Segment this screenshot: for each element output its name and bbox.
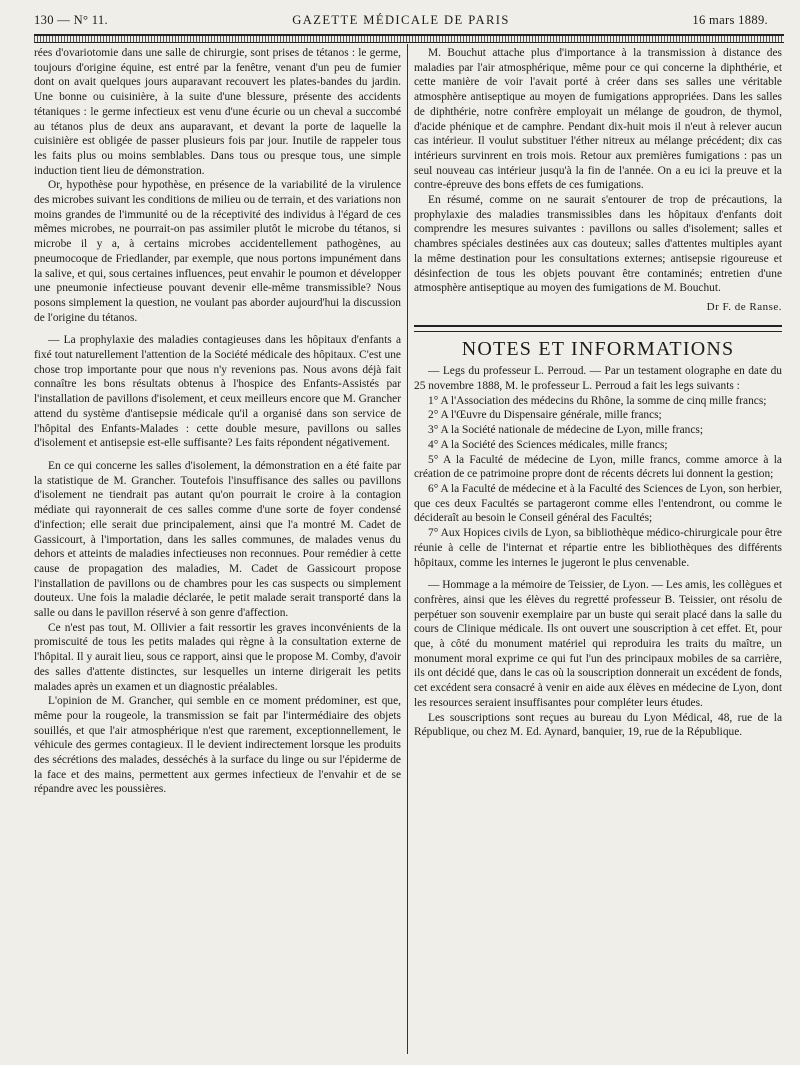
legs-item: 2° A l'Œuvre du Dispensaire générale, mille francs; <box>428 409 662 422</box>
legs-item: 4° A la Société des Sciences médicales, mille francs; <box>428 438 668 451</box>
souscriptions-paragraph: Les souscriptions sont reçues au bureau du Lyon Médical, 48, rue de la République, ou chez M. Ed. Aynard, banquier, 19, rue de la République. <box>414 711 782 739</box>
journal-title: GAZETTE MÉDICALE DE PARIS <box>292 13 510 27</box>
legs-intro: — Legs du professeur L. Perroud. — Par un testament olographe en date du 25 novembre 1888, M. le professeur L. Perroud a fait les legs suivants : <box>414 365 782 393</box>
signature: Dr F. de Ranse. <box>706 300 782 313</box>
header-rule <box>34 34 784 43</box>
paragraph: rées d'ovariotomie dans une salle de chirurgie, sont prises de tétanos : le germe, toujours d'origine équine, est entré par la fenêtre, venant d'un peu de fumier dont on avait quelques jours auparavant recouvert les plates-bandes du jardin. Une bonne ou cuisinière, à la suite d'une blessure, présente des accidents tétaniques : le germe infectieux est venu d'une écurie ou un cheval a succombé au tétanos plus de deux ans auparavant, et devant la porte de laquelle la cuisinière est obligée de passer plusieurs fois par jour. Inutile de rappeler tous les faits plus ou moins semblables. Dans tous ou presque tous, une simple induction tient lieu de démonstration. <box>34 47 401 177</box>
paragraph: L'opinion de M. Grancher, qui semble en ce moment prédominer, est que, même pour la rougeole, la transmission se fait par l'intermédiaire des objets souillés, et que l'air atmosphérique n'est que rarement, exceptionnellement, le véhicule des germes contagieux. Il le devient indirectement lorsque les produits des sécrétions des malades, desséchés à la surface du linge ou sur l'épiderme de la face et des mains, permettent aux germes infectieux de l'envahir et de se répandre avec les poussières. <box>34 695 401 796</box>
page-header <box>34 13 768 33</box>
legs-item: 5° A la Faculté de médecine de Lyon, mille francs, comme amorce à la création de ce patrimoine propre dont de récents décrets lui donnent la gestion; <box>414 453 782 481</box>
paragraph: Or, hypothèse pour hypothèse, en présence de la variabilité de la virulence des microbes suivant les conditions de milieu ou de terrain, et des variations non moins grandes de l'immunité ou de la réceptivité des individus à l'égard de ces mêmes microbes, ne pourrait-on pas assimiler plutôt le microbe du tétanos, si microbe il y a, à certains microbes accidentellement pathogènes, au pneumocoque de Friedlander, par exemple, que nous portons impunément dans la salive, et qui, sous certaines influences, peut envahir le poumon et développer une pneumonie infectieuse pouvant devenir elle-même transmissible? Nous posons simplement la question, ne voulant pas aborder aujourd'hui la discussion de l'origine du tétanos. <box>34 179 401 324</box>
paragraph: En ce qui concerne les salles d'isolement, la démonstration en a été faite par la statistique de M. Grancher. Toutefois l'insuffisance des salles ou pavillons d'isolement ne tiendrait pas autant qu'on pourrait le croire à la contagion médiate qui rayonnerait de ces salles comme d'une sorte de foyer condensé d'infection; elle serait due principalement, ainsi que l'a montré M. Cadet de Gassicourt, à l'importation, dans les salles communes, de malades venus du dehors et atteints de maladies infectieuses non reconnues. Pour remédier à cette cause de propagation des maladies, M. Cadet de Gassicourt propose l'installation de pavillons ou de chambres pour les cas suspects ou simplement douteux. Une fois la maladie déclarée, le petit malade serait transporté dans la salle ou dans le pavillon réservé à son genre d'affection. <box>34 459 401 620</box>
paragraph: — La prophylaxie des maladies contagieuses dans les hôpitaux d'enfants a fixé tout naturellement l'attention de la Société médicale des hôpitaux. C'est une chose trop importante pour que nous n'y revenions pas. Nous avons déjà fait connaître les bons résultats obtenus à l'hospice des Enfants-Assistés par l'installation de pavillons d'isolement, et ceux meilleurs encore que M. Grancher attend du système d'antisepsie médicale qu'il a organisé dans son service de l'hôpital des Enfants-Malades : cette double mesure, pavillons ou salles d'isolement et antisepsie est-elle suffisante? Les faits répondent négativement. <box>34 334 401 450</box>
legs-item: 3° A la Société nationale de médecine de Lyon, mille francs; <box>428 424 703 437</box>
paragraph: En résumé, comme on ne saurait s'entourer de trop de précautions, la prophylaxie des maladies transmissibles dans les hôpitaux d'enfants doit comprendre les mesures suivantes : pavillons ou salles d'isolement; salles et chambres spéciales destinées aux cas douteux; salles d'attentes multiples ayant la même destination pour les consultations externes; antisepsie rigoureuse et désinfection de tous les objets pouvant être contaminés; entretien d'une atmosphère antiseptique au moyen des fumigations de M. Bouchut. <box>414 194 782 295</box>
page-number: 130 — N° 11. <box>34 13 108 27</box>
legs-item: 1° A l'Association des médecins du Rhône, la somme de cinq mille francs; <box>428 394 767 407</box>
section-rule <box>414 325 782 332</box>
legs-item: 7° Aux Hopices civils de Lyon, sa bibliothèque médico-chirurgicale pour être réunie à celle de l'internat et répartie entre les bibliothèques des différents hôpitaux, comme les internes le jugeront le plus cenvenable. <box>414 527 782 569</box>
hommage-paragraph: — Hommage a la mémoire de Teissier, de Lyon. — Les amis, les collègues et confrères, ainsi que les élèves du regretté professeur B. Teissier, ont résolu de perpétuer son souvenir exemplaire par un buste qui serait placé dans la salle du cours de Clinique médicale. Ils ont ouvert une souscription à cet effet. Et, pour que, à côté du monument matériel qui reproduira les traits du maître, un monument moral exprime ce qui fut l'un des principaux mobiles de sa carrière, ils ont décidé que, dans le cas où la souscription donnerait un excédent de fonds, cet excédent sera consacré à venir en aide aux élèves en médecine de Lyon, dont les resources seraient insuffisantes pour compléter leurs études. <box>414 579 782 709</box>
right-column <box>414 46 782 740</box>
issue-date: 16 mars 1889. <box>692 13 768 27</box>
paragraph: M. Bouchut attache plus d'importance à la transmission à distance des maladies par l'air atmosphérique, même pour ce qui concerne la diphthérie, et cette manière de voir l'avait porté à créer dans ses salles une véritable atmosphère antiseptique au moyen de fumigations appropriées. Dans les salles de diphthérie, notre confrère employait un mélange de goudron, de thymol, d'acide phénique et de camphre. Pendant dix-huit mois il n'eut à relever aucun cas intérieur. Il voulut substituer l'éther nitreux au mélange précédent; dix cas intérieurs survinrent en trois mois. Retour aux premières fumigations : pas un seul nouveau cas intérieur jusqu'à la fin de l'année. On a eu ici la preuve et la contre-épreuve des bons effets de ces fumigations. <box>414 47 782 192</box>
left-column <box>34 46 401 797</box>
paragraph: Ce n'est pas tout, M. Ollivier a fait ressortir les graves inconvénients de la promiscuité de tous les petits malades qui règne à la consultation externe de l'hôpital. Il y aurait lieu, sous ce rapport, ainsi que le propose M. Comby, d'avoir des salles d'attente distinctes, sur lesquelles un interne dirigerait les petits malades après un examen et un diagnostic préalables. <box>34 621 401 693</box>
section-title: NOTES ET INFORMATIONS <box>461 337 735 360</box>
column-divider <box>407 44 408 1054</box>
legs-item: 6° A la Faculté de médecine et à la Faculté des Sciences de Lyon, son herbier, que ces deux Facultés se partageront comme elles l'entendront, ou comme le décideraît au besoin le Conseil général des Facultés; <box>414 482 782 525</box>
